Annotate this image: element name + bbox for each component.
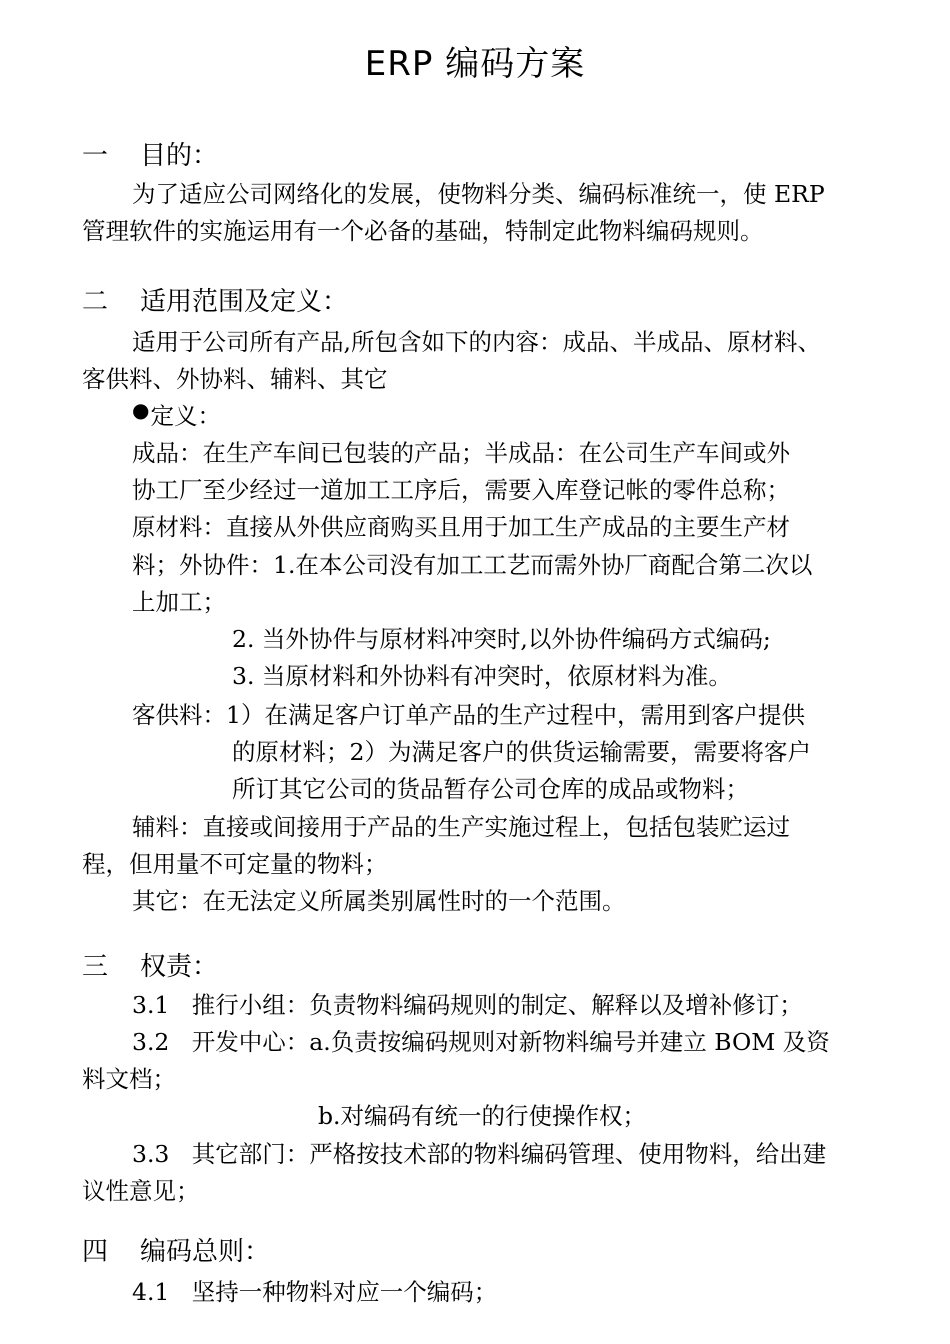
paragraph-line: 客供料、外协料、辅料、其它: [82, 365, 388, 393]
document-title: ERP 编码方案: [364, 44, 586, 84]
paragraph-line: 议性意见；: [82, 1177, 200, 1205]
paragraph-line: 3. 当原材料和外协料有冲突时，依原材料为准。: [232, 662, 732, 690]
paragraph-line: 原材料：直接从外供应商购买且用于加工生产成品的主要生产材: [132, 513, 790, 541]
definition-label-line: [132, 398, 221, 431]
section-2-heading: [82, 286, 348, 318]
paragraph-line: 辅料：直接或间接用于产品的生产实施过程上，包括包装贮运过: [132, 813, 790, 841]
paragraph-line: 程，但用量不可定量的物料；: [82, 850, 388, 878]
paragraph-line: 适用于公司所有产品,所包含如下的内容：成品、半成品、原材料、: [132, 328, 821, 356]
paragraph-line: 3.2 开发中心：a.负责按编码规则对新物料编号并建立 BOM 及资: [132, 1028, 830, 1056]
section-1-title: 目的：: [140, 141, 219, 171]
paragraph-line: 上加工；: [132, 588, 226, 616]
definition-label: 定义：: [150, 402, 221, 430]
paragraph-line: 其它：在无法定义所属类别属性时的一个范围。: [132, 887, 626, 915]
paragraph-line: 3.3 其它部门：严格按技术部的物料编码管理、使用物料，给出建: [132, 1140, 827, 1168]
section-4-heading: [82, 1236, 270, 1268]
section-2-title: 适用范围及定义：: [140, 287, 349, 317]
paragraph-line: 4.1 坚持一种物料对应一个编码；: [132, 1278, 498, 1306]
section-1-number: 一: [82, 141, 109, 171]
paragraph-line: 所订其它公司的货品暂存公司仓库的成品或物料；: [232, 775, 749, 803]
section-3-number: 三: [82, 952, 109, 982]
section-4-number: 四: [82, 1237, 109, 1267]
paragraph-line: 2. 当外协件与原材料冲突时,以外协件编码方式编码;: [232, 625, 771, 653]
paragraph-line: 客供料：1）在满足客户订单产品的生产过程中，需用到客户提供: [132, 701, 805, 729]
section-1-heading: [82, 140, 218, 172]
paragraph-line: 料文档；: [82, 1065, 176, 1093]
section-3-title: 权责：: [140, 952, 219, 982]
paragraph-line: 3.1 推行小组：负责物料编码规则的制定、解释以及增补修订；: [132, 991, 803, 1019]
paragraph-line: 为了适应公司网络化的发展，使物料分类、编码标准统一，使 ERP: [132, 180, 825, 208]
paragraph-line: 成品：在生产车间已包装的产品；半成品：在公司生产车间或外: [132, 439, 790, 467]
paragraph-line: 的原材料；2）为满足客户的供货运输需要，需要将客户: [232, 738, 811, 766]
bullet-icon: ●: [132, 398, 150, 422]
paragraph-line: 协工厂至少经过一道加工工序后，需要入库登记帐的零件总称；: [132, 476, 790, 504]
section-3-heading: [82, 951, 218, 983]
paragraph-line: 料；外协件：1.在本公司没有加工工艺而需外协厂商配合第二次以: [132, 551, 813, 579]
section-2-number: 二: [82, 287, 109, 317]
paragraph-line: 管理软件的实施运用有一个必备的基础，特制定此物料编码规则。: [82, 217, 764, 245]
paragraph-line: b.对编码有统一的行使操作权；: [318, 1102, 647, 1130]
section-4-title: 编码总则：: [140, 1237, 271, 1267]
